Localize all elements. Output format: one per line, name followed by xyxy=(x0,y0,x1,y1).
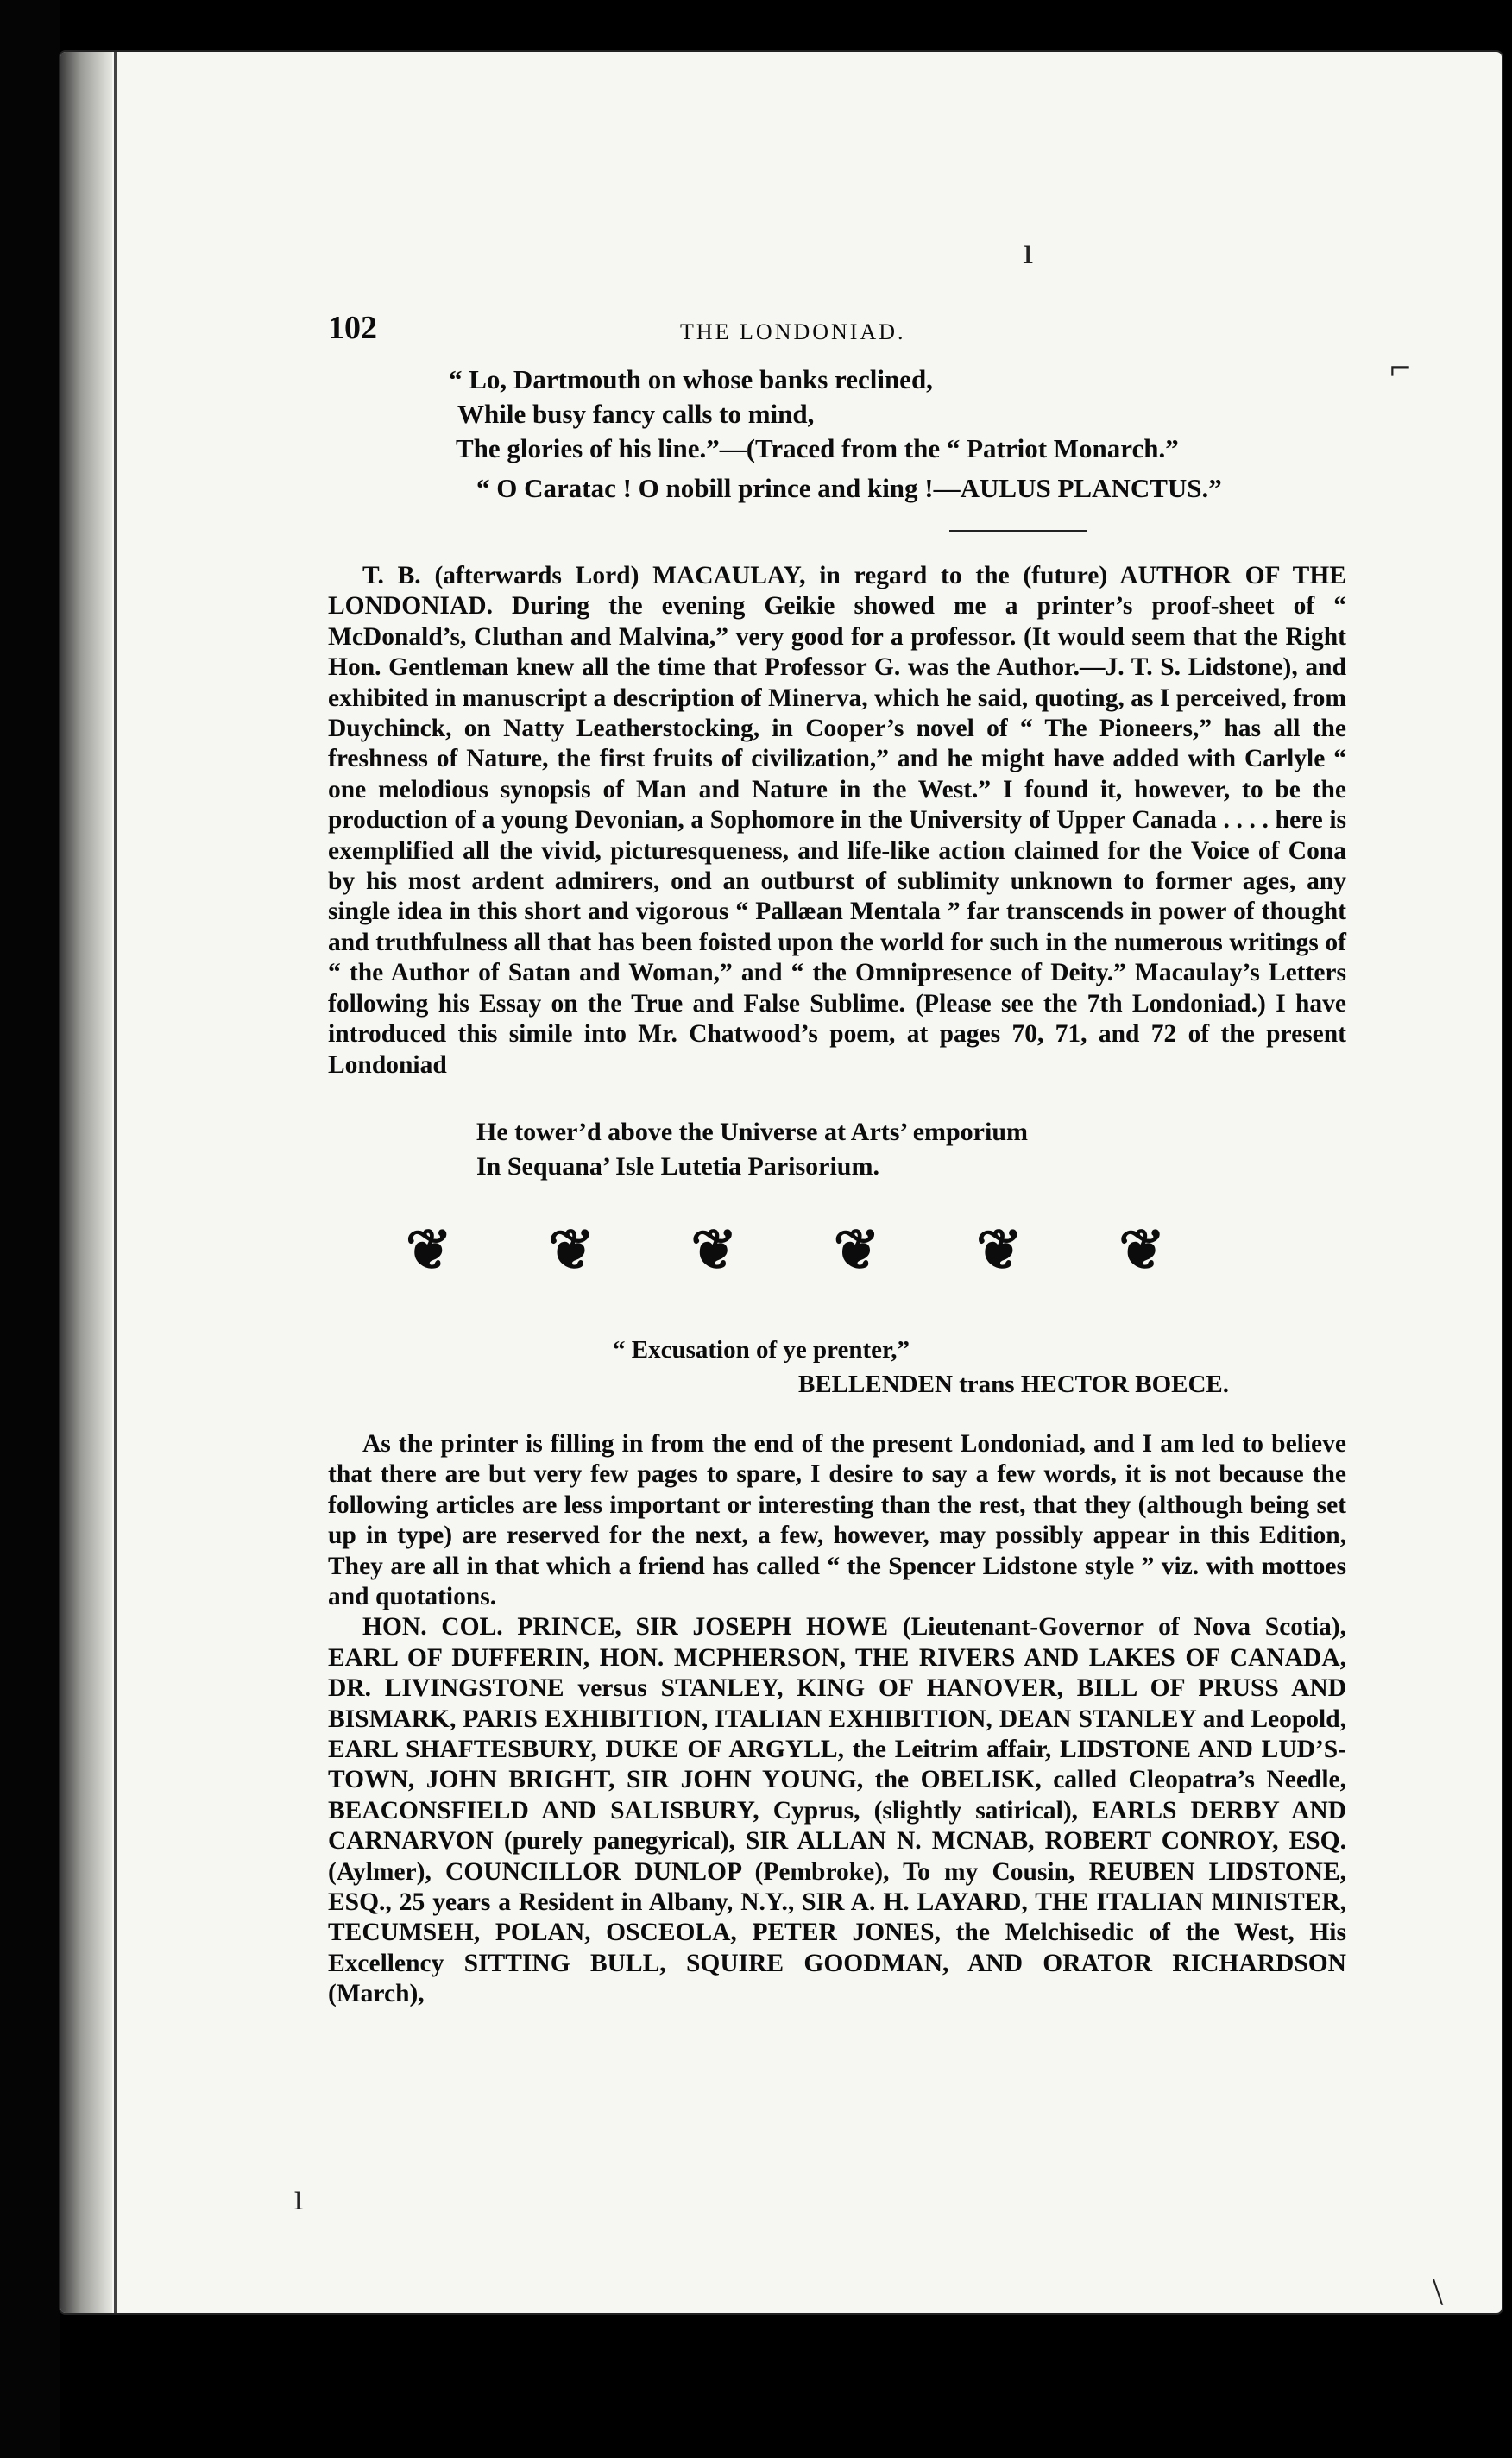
divider-rule xyxy=(949,530,1087,532)
binding-edge xyxy=(114,52,117,2313)
quote-line: In Sequana’ Isle Lutetia Parisorium. xyxy=(476,1151,879,1181)
page-content xyxy=(328,302,1346,2010)
running-head: THE LONDONIAD. xyxy=(680,319,906,344)
film-border xyxy=(0,0,60,2458)
book-page xyxy=(60,52,1502,2313)
pen-mark: ı xyxy=(1023,230,1034,272)
fleuron-icon: ❦ xyxy=(690,1219,738,1281)
fleuron-icon: ❦ xyxy=(406,1219,452,1281)
fleuron-icon: ❦ xyxy=(833,1219,880,1281)
verse-line: “ Lo, Dartmouth on whose banks reclined, xyxy=(449,364,933,394)
binding-shadow xyxy=(60,52,112,2313)
pen-mark: \ xyxy=(1433,2271,1444,2313)
fleuron-icon: ❦ xyxy=(976,1219,1023,1281)
body-paragraph: HON. COL. PRINCE, SIR JOSEPH HOWE (Lieutenant-Governor of Nova Scotia), EARL OF DUFFERIN, HON. MCPHERSON, THE RIVERS AND LAKES OF CANADA, DR. LIVINGSTONE versus STANLEY, KING OF HANOVER, BILL OF PRUSS AND BISMARK, PARIS EXHIBITION, ITALIAN EXHIBITION, DEAN STANLEY and Leopold, EARL SHAFTESBURY, DUKE OF ARGYLL, the Leitrim affair, LIDSTONE AND LUD’S-TOWN, JOHN BRIGHT, SIR JOHN YOUNG, the OBELISK, called Cleopatra’s Needle, BEACONSFIELD AND SALISBURY, Cyprus, (slightly satirical), EARLS DERBY AND CARNARVON (purely panegyrical), SIR ALLAN N. MCNAB, ROBERT CONROY, ESQ. (Aylmer), COUNCILLOR DUNLOP (Pembroke), To my Cousin, REUBEN LIDSTONE, ESQ., 25 years a Resident in Albany, N.Y., SIR A. H. LAYARD, THE ITALIAN MINISTER, TECUMSEH, POLAN, OSCEOLA, PETER JONES, the Melchisedic of the West, His Excellency SITTING BULL, SQUIRE GOODMAN, AND ORATOR RICHARDSON (March), xyxy=(328,1613,1346,2008)
verse-epigraph xyxy=(328,362,1346,506)
motto-line: “ Excusation of ye prenter,” xyxy=(613,1335,910,1364)
fleuron-icon: ❦ xyxy=(548,1219,595,1281)
quoted-couplet xyxy=(328,1115,1346,1184)
pen-mark: ı xyxy=(293,2176,305,2218)
verse-line: “ O Caratac ! O nobill prince and king !—AULUS PLANCTUS.” xyxy=(476,473,1222,503)
body-paragraph: T. B. (afterwards Lord) MACAULAY, in regard to the (future) AUTHOR OF THE LONDONIAD. During the evening Geikie showed me a printer’s proof-sheet of “ McDonald’s, Cluthan and Malvina,” very good for a professor. (It would seem that the Right Hon. Gentleman knew all the time that Professor G. was the Author.—J. T. S. Lidstone), and exhibited in manuscript a description of Minerva, which he said, quoting, as I perceived, from Duychinck, on Natty Leatherstocking, in Cooper’s novel of “ The Pioneers,” has all the freshness of Nature, the first fruits of civilization,” and he might have added with Carlyle “ one melodious synopsis of Man and Nature in the West.” I found it, however, to be the production of a young Devonian, a Sophomore in the University of Upper Canada . . . . here is exemplified all the vivid, picturesqueness, and life-like action claimed for the Voice of Cona by his most ardent admirers, ond an outburst of sublimity unknown to former ages, any single idea in this short and vigorous “ Pallæan Mentala ” far transcends in power of thought and truthfulness all that has been foisted upon the world for such in the numerous writings of “ the Author of Satan and Woman,” and “ the Omnipresence of Deity.” Macaulay’s Letters following his Essay on the True and False Sublime. (Please see the 7th Londoniad.) I have introduced this simile into Mr. Chatwood’s poem, at pages 70, 71, and 72 of the present Londoniad xyxy=(328,562,1346,1079)
page-number: 102 xyxy=(328,310,377,346)
body-paragraph: As the printer is filling in from the end of the present Londoniad, and I am led to believe that there are but very few pages to spare, I desire to say a few words, it is not because the following articles are less important or interesting than the rest, that they (although being set up in type) are reserved for the next, a few, however, may possibly appear in this Edition, They are all in that which a friend has called “ the Spencer Lidstone style ” viz. with mottoes and quotations. xyxy=(328,1429,1346,1610)
verse-line: The glories of his line.”—(Traced from the “ Patriot Monarch.” xyxy=(456,433,1179,463)
quote-line: He tower’d above the Universe at Arts’ emporium xyxy=(476,1117,1029,1146)
motto-attribution: BELLENDEN trans HECTOR BOECE. xyxy=(798,1370,1230,1398)
verse-line: While busy fancy calls to mind, xyxy=(457,399,815,429)
page-header xyxy=(328,302,1346,362)
ornament-row xyxy=(406,1219,1165,1283)
motto xyxy=(328,1333,1346,1402)
pen-mark: ⌐ xyxy=(1389,346,1411,388)
fleuron-icon: ❦ xyxy=(1118,1219,1165,1281)
